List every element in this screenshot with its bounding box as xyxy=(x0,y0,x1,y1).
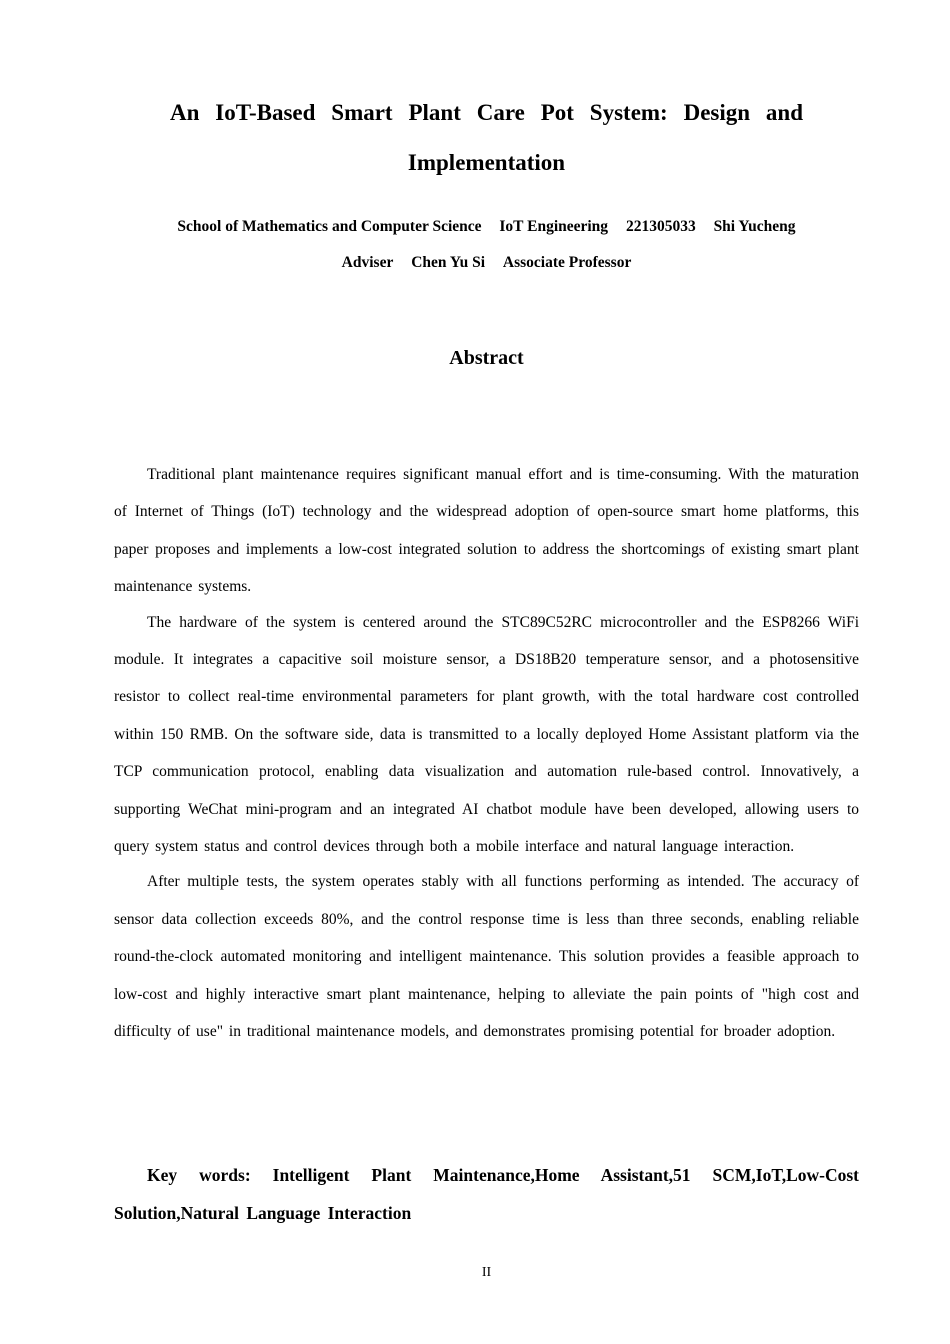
student-id: 221305033 xyxy=(625,218,696,235)
thesis-title-line-2: Implementation xyxy=(407,150,566,175)
school-name: School of Mathematics and Computer Science xyxy=(177,218,482,235)
student-name: Shi Yucheng xyxy=(713,218,796,235)
major-name: IoT Engineering xyxy=(499,218,609,235)
adviser-info-line xyxy=(100,254,873,272)
abstract-paragraph: The hardware of the system is centered around the STC89C52RC microcontroller and the ESP8266 WiFi module. It integrates a capacitive soil moisture sensor, a DS18B20 temperature sensor, and a photosensitive resistor to collect real-time environmental parameters for plant growth, with the total hardware cost controlled within 150 RMB. On the software side, data is transmitted to a locally deployed Home Assistant platform via the TCP communication protocol, enabling data visualization and automation rule-based control. Innovatively, a supporting WeChat mini-program and an integrated AI chatbot module have been developed, allowing users to query system status and control devices through both a mobile interface and natural language interaction. xyxy=(114,613,859,856)
abstract-paragraph: Traditional plant maintenance requires significant manual effort and is time-consuming. With the maturation of Internet of Things (IoT) technology and the widespread adoption of open-source smart home platforms, this paper proposes and implements a low-cost integrated solution to address the shortcomings of existing smart plant maintenance systems. xyxy=(114,466,859,596)
adviser-label: Adviser xyxy=(341,254,394,271)
adviser-name: Chen Yu Si xyxy=(411,254,486,271)
author-info-line xyxy=(100,218,873,236)
abstract-heading: Abstract xyxy=(449,347,524,369)
abstract-paragraph: After multiple tests, the system operates stably with all functions performing as intended. The accuracy of sensor data collection exceeds 80%, and the control response time is less than three seconds, enabling reliable round-the-clock automated monitoring and intelligent maintenance. This solution provides a feasible approach to low-cost and highly interactive smart plant maintenance, helping to alleviate the pain points of "high cost and difficulty of use" in traditional maintenance models, and demonstrates promising potential for broader adoption. xyxy=(114,873,859,1041)
keywords-paragraph: Key words: Intelligent Plant Maintenance,Home Assistant,51 SCM,IoT,Low-Cost Solution,Natural Language Interaction xyxy=(114,1165,859,1223)
thesis-title-line-1: An IoT-Based Smart Plant Care Pot System: Design and xyxy=(170,100,803,125)
adviser-title: Associate Professor xyxy=(502,254,632,271)
abstract-body xyxy=(114,456,859,1049)
page-number: II xyxy=(481,1265,492,1280)
